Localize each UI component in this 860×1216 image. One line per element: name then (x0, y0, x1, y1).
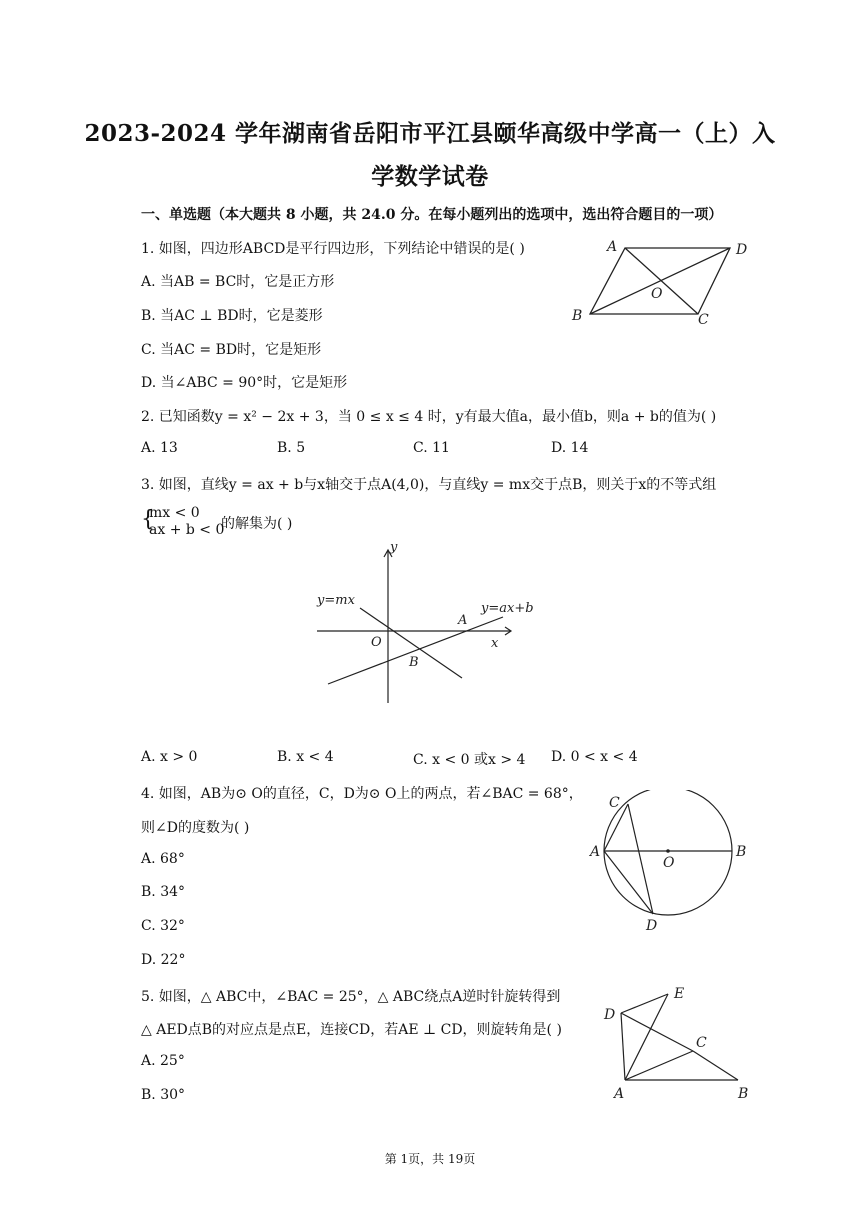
label-a: A (607, 239, 618, 255)
point-b-label: B (409, 655, 419, 670)
label-o: O (651, 286, 663, 302)
label-c: C (696, 1035, 707, 1051)
x-axis-label: x (491, 636, 499, 651)
segment-dc (621, 1013, 693, 1051)
q2-option-d: D. 14 (551, 440, 589, 456)
section-heading: 一、单选题（本大题共 8 小题，共 24.0 分。在每小题列出的选项中，选出符合题目的一项） (141, 207, 723, 223)
segment-de (621, 994, 668, 1013)
q4-circle-figure (585, 790, 755, 935)
system-brace: { (141, 507, 155, 532)
q2-option-a: A. 13 (141, 440, 178, 456)
q5-option-a: A. 25° (141, 1053, 185, 1069)
line-y-axb (328, 617, 503, 684)
label-a: A (614, 1086, 625, 1102)
q2-option-b: B. 5 (277, 440, 306, 456)
q4-stem-line2: 则∠D的度数为( ) (141, 820, 250, 836)
label-d: D (604, 1007, 616, 1023)
segment-cb (693, 1051, 738, 1080)
y-axis-label: y (390, 540, 398, 555)
q1-option-d: D. 当∠ABC = 90°时，它是矩形 (141, 375, 348, 391)
point-a-label: A (458, 613, 468, 628)
label-d: D (736, 242, 748, 258)
label-b: B (572, 308, 583, 324)
page-title-line2: 学数学试卷 (371, 163, 489, 190)
q3-option-c: C. x < 0 或x > 4 (413, 752, 526, 768)
label-a: A (590, 844, 601, 860)
origin-label: O (371, 635, 382, 650)
q4-option-b: B. 34° (141, 884, 186, 900)
q3-graph-figure (305, 538, 555, 708)
center-dot (666, 849, 670, 853)
diagonal-bd (590, 248, 730, 314)
q1-parallelogram-figure (565, 236, 755, 331)
q1-stem: 1. 如图，四边形ABCD是平行四边形，下列结论中错误的是( ) (141, 241, 525, 257)
q5-rotation-figure (595, 980, 760, 1105)
q3-option-b: B. x < 4 (277, 749, 334, 765)
segment-ac (625, 1051, 693, 1080)
q4-stem-line1: 4. 如图，AB为⊙ O的直径，C，D为⊙ O上的两点，若∠BAC = 68°， (141, 786, 583, 802)
q5-stem-line1: 5. 如图，△ ABC中，∠BAC = 25°，△ ABC绕点A逆时针旋转得到 (141, 989, 561, 1005)
page-title: 2023-2024 学年湖南省岳阳市平江县颐华高级中学高一（上）入 (84, 120, 776, 147)
label-c: C (609, 795, 620, 811)
q5-stem-line2: △ AED点B的对应点是点E，连接CD，若AE ⊥ CD，则旋转角是( ) (141, 1022, 562, 1038)
page-footer: 第 1页，共 19页 (384, 1152, 476, 1166)
q3-stem-tail: 的解集为( ) (221, 516, 293, 532)
label-b: B (736, 844, 747, 860)
q4-option-a: A. 68° (141, 851, 185, 867)
system-line1: mx < 0 (149, 505, 200, 521)
line-axb-label: y=ax+b (481, 601, 534, 616)
q3-option-d: D. 0 < x < 4 (551, 749, 638, 765)
q4-option-d: D. 22° (141, 952, 186, 968)
q1-option-c: C. 当AC = BD时，它是矩形 (141, 342, 322, 358)
q1-option-a: A. 当AB = BC时，它是正方形 (141, 274, 335, 290)
q2-stem: 2. 已知函数y = x² − 2x + 3，当 0 ≤ x ≤ 4 时，y有最大值a，最小值b，则a + b的值为( ) (141, 409, 717, 425)
q1-option-b: B. 当AC ⊥ BD时，它是菱形 (141, 308, 323, 324)
label-o: O (663, 855, 675, 871)
line-mx-label: y=mx (317, 593, 355, 608)
q3-option-a: A. x > 0 (141, 749, 198, 765)
label-b: B (738, 1086, 749, 1102)
system-line2: ax + b < 0 (149, 522, 225, 538)
label-c: C (698, 312, 709, 328)
q5-option-b: B. 30° (141, 1087, 186, 1103)
q4-option-c: C. 32° (141, 918, 185, 934)
label-e: E (674, 986, 685, 1002)
segment-ad (621, 1013, 625, 1080)
q2-option-c: C. 11 (413, 440, 450, 456)
q3-stem: 3. 如图，直线y = ax + b与x轴交于点A(4,0)，与直线y = mx交于点B，则关于x的不等式组 (141, 477, 717, 493)
label-d: D (646, 918, 658, 934)
segment-ae (625, 994, 668, 1080)
chord-ac (604, 804, 628, 851)
